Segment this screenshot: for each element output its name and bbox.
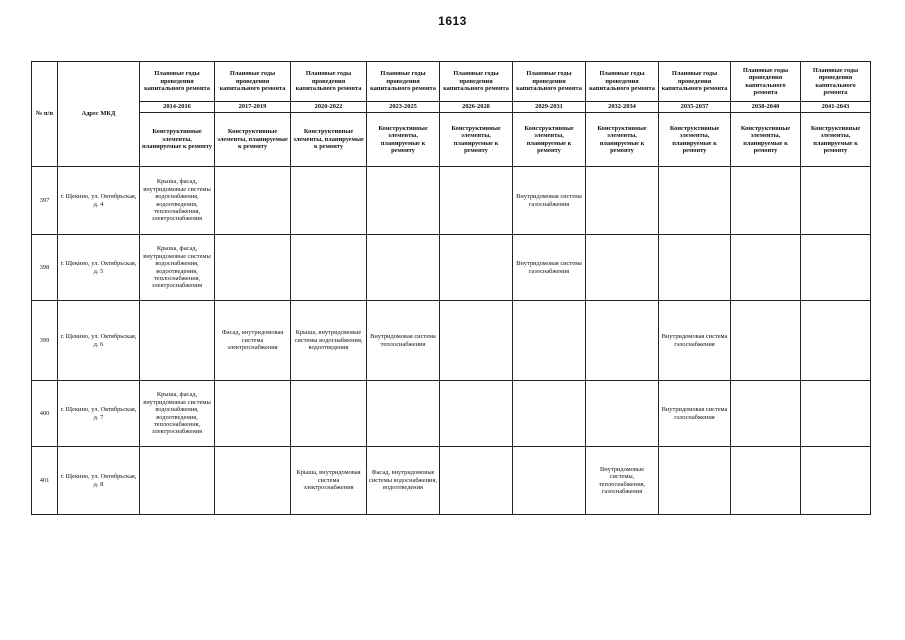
- row-cell-period-2: Фасад, внутридомовая система электроснабжения: [215, 301, 291, 381]
- row-cell-period-10: [801, 167, 871, 235]
- row-cell-period-1: [140, 447, 215, 515]
- row-cell-period-5: [440, 167, 513, 235]
- row-cell-period-4: Фасад, внутридомовые системы водоснабжения, водоотведения: [367, 447, 440, 515]
- header-period-years: 2017-2019: [215, 102, 291, 113]
- header-period-elements: Конструктивные элементы, планируемые к ремонту: [801, 113, 871, 167]
- row-cell-period-6: [513, 381, 586, 447]
- row-number: 400: [32, 381, 58, 447]
- row-number: 398: [32, 235, 58, 301]
- row-address: г. Щекино, ул. Октябрьская, д. 6: [58, 301, 140, 381]
- row-cell-period-10: [801, 447, 871, 515]
- header-period-title: Плановые годы проведения капитального ремонта: [731, 62, 801, 102]
- header-period-years: 2035-2037: [659, 102, 731, 113]
- header-period-elements: Конструктивные элементы, планируемые к ремонту: [513, 113, 586, 167]
- table-row: [32, 447, 871, 515]
- row-number: 401: [32, 447, 58, 515]
- row-cell-period-7: [586, 167, 659, 235]
- row-cell-period-3: [291, 167, 367, 235]
- header-period-years: 2023-2025: [367, 102, 440, 113]
- capital-repair-table: [31, 61, 871, 515]
- header-period-elements: Конструктивные элементы, планируемые к ремонту: [440, 113, 513, 167]
- row-cell-period-5: [440, 381, 513, 447]
- header-period-years: 2029-2031: [513, 102, 586, 113]
- row-cell-period-10: [801, 381, 871, 447]
- row-cell-period-9: [731, 381, 801, 447]
- row-cell-period-8: [659, 167, 731, 235]
- header-period-elements: Конструктивные элементы, планируемые к ремонту: [731, 113, 801, 167]
- row-cell-period-6: [513, 301, 586, 381]
- row-cell-period-8: [659, 235, 731, 301]
- header-period-elements: Конструктивные элементы, планируемые к ремонту: [291, 113, 367, 167]
- row-cell-period-6: Внутридомовая система газоснабжения: [513, 167, 586, 235]
- row-cell-period-8: [659, 447, 731, 515]
- row-cell-period-3: Крыша, внутридомовые системы водоснабжения, водоотведения: [291, 301, 367, 381]
- row-address: г. Щекино, ул. Октябрьская, д. 8: [58, 447, 140, 515]
- header-period-title: Плановые годы проведения капитального ремонта: [659, 62, 731, 102]
- row-cell-period-5: [440, 301, 513, 381]
- header-period-years: 2020-2022: [291, 102, 367, 113]
- row-cell-period-4: [367, 167, 440, 235]
- row-address: г. Щекино, ул. Октябрьская, д. 4: [58, 167, 140, 235]
- header-address: Адрес МКД: [58, 62, 140, 167]
- row-cell-period-4: Внутридомовая система теплоснабжения: [367, 301, 440, 381]
- row-cell-period-3: Крыша, внутридомовая система электроснабжения: [291, 447, 367, 515]
- header-period-elements: Конструктивные элементы, планируемые к ремонту: [140, 113, 215, 167]
- row-cell-period-2: [215, 167, 291, 235]
- header-period-title: Плановые годы проведения капитального ремонта: [215, 62, 291, 102]
- row-cell-period-1: Крыша, фасад, внутридомовые системы водоснабжения, водоотведения, теплоснабжения, электроснабжения: [140, 381, 215, 447]
- header-period-elements: Конструктивные элементы, планируемые к ремонту: [586, 113, 659, 167]
- header-period-elements: Конструктивные элементы, планируемые к ремонту: [367, 113, 440, 167]
- row-cell-period-9: [731, 447, 801, 515]
- row-cell-period-9: [731, 235, 801, 301]
- table-row: [32, 235, 871, 301]
- row-cell-period-6: Внутридомовая система газоснабжения: [513, 235, 586, 301]
- row-cell-period-8: Внутридомовая система газоснабжения: [659, 381, 731, 447]
- header-period-title: Плановые годы проведения капитального ремонта: [440, 62, 513, 102]
- header-period-years: 2014-2016: [140, 102, 215, 113]
- row-cell-period-8: Внутридомовая система газоснабжения: [659, 301, 731, 381]
- header-period-years: 2032-2034: [586, 102, 659, 113]
- row-cell-period-10: [801, 301, 871, 381]
- row-address: г. Щекино, ул. Октябрьская, д. 7: [58, 381, 140, 447]
- row-cell-period-5: [440, 235, 513, 301]
- header-period-elements: Конструктивные элементы, планируемые к ремонту: [215, 113, 291, 167]
- header-period-elements: Конструктивные элементы, планируемые к ремонту: [659, 113, 731, 167]
- row-cell-period-5: [440, 447, 513, 515]
- row-cell-period-7: Внутридомовые системы, теплоснабжения, газоснабжения: [586, 447, 659, 515]
- header-period-title: Плановые годы проведения капитального ремонта: [291, 62, 367, 102]
- header-period-title: Плановые годы проведения капитального ремонта: [801, 62, 871, 102]
- row-cell-period-4: [367, 235, 440, 301]
- row-cell-period-2: [215, 447, 291, 515]
- header-period-title: Плановые годы проведения капитального ремонта: [367, 62, 440, 102]
- row-cell-period-6: [513, 447, 586, 515]
- header-period-title: Плановые годы проведения капитального ремонта: [586, 62, 659, 102]
- row-cell-period-9: [731, 167, 801, 235]
- row-cell-period-9: [731, 301, 801, 381]
- header-period-years: 2041-2043: [801, 102, 871, 113]
- row-cell-period-10: [801, 235, 871, 301]
- header-period-years: 2026-2028: [440, 102, 513, 113]
- header-period-title: Плановые годы проведения капитального ремонта: [140, 62, 215, 102]
- row-number: 399: [32, 301, 58, 381]
- row-cell-period-1: Крыша, фасад, внутридомовые системы водоснабжения, водоотведения, теплоснабжения, электроснабжения: [140, 235, 215, 301]
- row-cell-period-7: [586, 235, 659, 301]
- header-period-title: Плановые годы проведения капитального ремонта: [513, 62, 586, 102]
- table-row: [32, 381, 871, 447]
- row-cell-period-1: [140, 301, 215, 381]
- table-row: [32, 167, 871, 235]
- row-cell-period-7: [586, 301, 659, 381]
- row-number: 397: [32, 167, 58, 235]
- row-cell-period-2: [215, 381, 291, 447]
- row-cell-period-3: [291, 235, 367, 301]
- row-cell-period-1: Крыша, фасад, внутридомовые системы водоснабжения, водоотведения, теплоснабжения, электроснабжения: [140, 167, 215, 235]
- row-cell-period-2: [215, 235, 291, 301]
- row-cell-period-7: [586, 381, 659, 447]
- row-address: г. Щекино, ул. Октябрьская, д. 5: [58, 235, 140, 301]
- row-cell-period-3: [291, 381, 367, 447]
- row-cell-period-4: [367, 381, 440, 447]
- header-num: № п/п: [32, 62, 58, 167]
- page-number: 1613: [438, 14, 467, 28]
- header-period-years: 2038-2040: [731, 102, 801, 113]
- table-row: [32, 301, 871, 381]
